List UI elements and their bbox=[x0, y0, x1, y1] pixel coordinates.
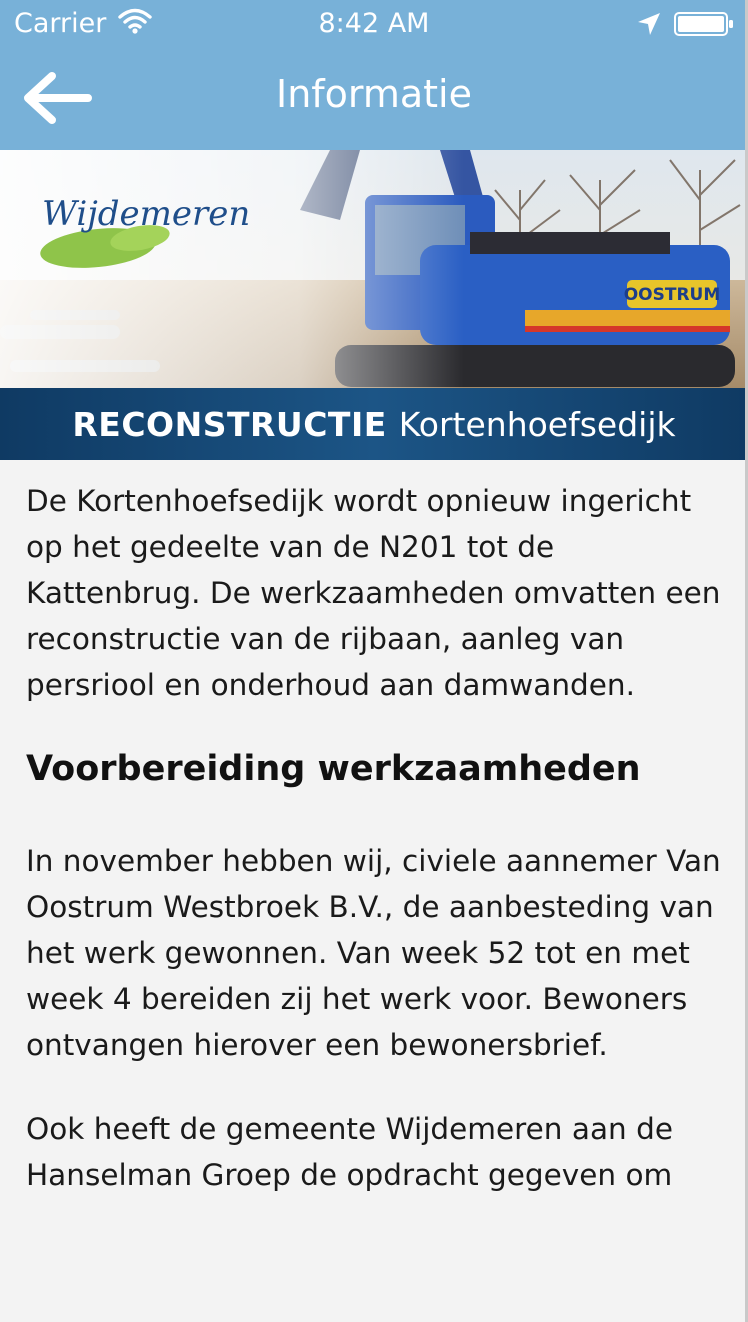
carrier-label: Carrier bbox=[14, 8, 107, 39]
status-bar bbox=[0, 0, 748, 50]
battery-icon bbox=[674, 12, 734, 36]
article-content bbox=[0, 460, 748, 1322]
page-title: Informatie bbox=[275, 72, 472, 116]
location-arrow-icon bbox=[636, 11, 662, 37]
status-time: 8:42 AM bbox=[318, 8, 430, 39]
navigation-bar bbox=[0, 50, 748, 150]
article-paragraph: De Kortenhoefsedijk wordt opnieuw ingericht op het gedeelte van de N201 tot de Kattenbrug. De werkzaamheden omvatten een reconstructie van de rijbaan, aanleg van persriool en onderhoud aan damwanden. bbox=[26, 484, 721, 702]
banner-caption bbox=[0, 388, 748, 460]
caption-text: Kortenhoefsedijk bbox=[398, 404, 676, 444]
article-heading: Voorbereiding werkzaamheden bbox=[26, 749, 641, 789]
construction-photo bbox=[0, 150, 748, 390]
article-paragraph: In november hebben wij, civiele aannemer Van Oostrum Westbroek B.V., de aanbesteding van het werk gewonnen. Van week 52 tot en met week 4 bereiden zij het werk voor. Bewoners ontvangen hierover een bewonersbrief. bbox=[26, 844, 721, 1062]
svg-text:Wijdemeren: Wijdemeren bbox=[42, 194, 251, 234]
article-paragraph: Ook heeft de gemeente Wijdemeren aan de Hanselman Groep de opdracht gegeven om bbox=[26, 1112, 673, 1192]
caption-bold-text: RECONSTRUCTIE bbox=[72, 404, 387, 444]
header-banner bbox=[0, 150, 748, 460]
